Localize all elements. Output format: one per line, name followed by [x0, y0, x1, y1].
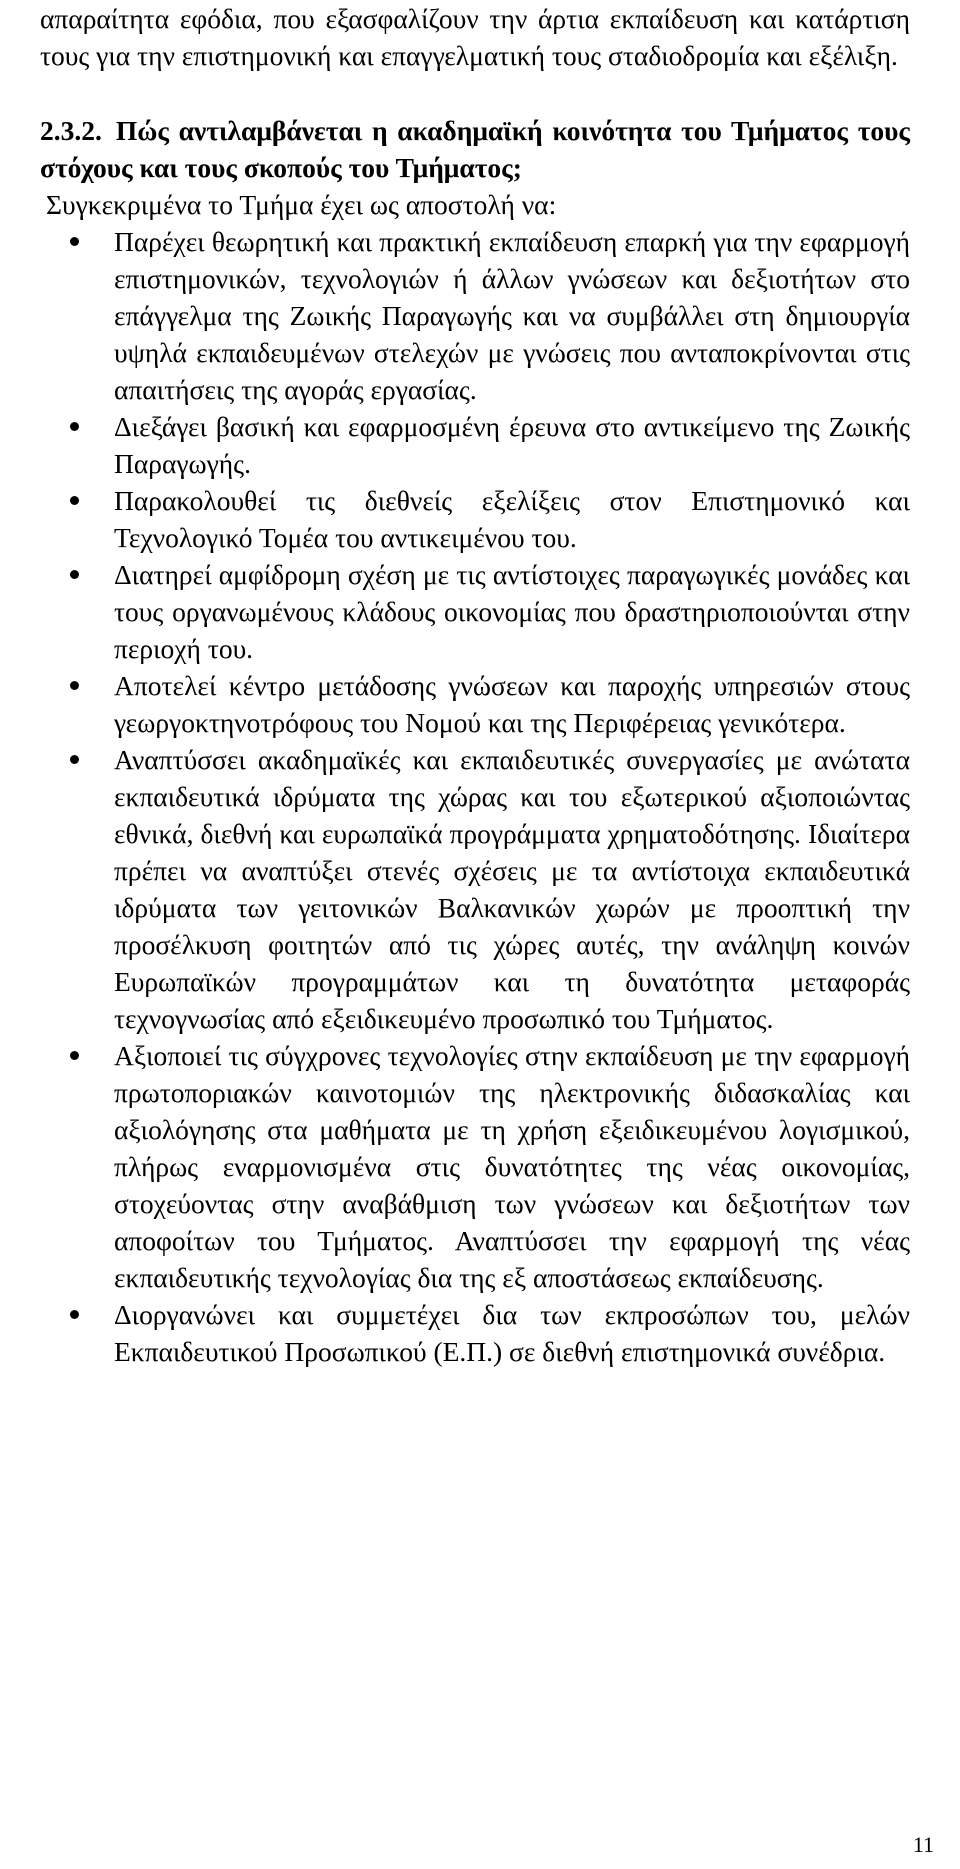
document-page [40, 0, 910, 1370]
section-heading [40, 112, 910, 186]
bullet-icon [70, 681, 79, 690]
mission-list [40, 223, 910, 1370]
page-number: 11 [912, 1832, 934, 1857]
list-item-text: Διατηρεί αμφίδρομη σχέση με τις αντίστοιχες παραγωγικές μονάδες και τους οργανωμένους κλάδους οικονομίας που δραστηριοποιούνται στην περιοχή του. [114, 559, 910, 664]
bullet-icon [70, 422, 79, 431]
list-item [40, 1037, 910, 1296]
list-item [40, 667, 910, 741]
intro-paragraph: απαραίτητα εφόδια, που εξασφαλίζουν την άρτια εκπαίδευση και κατάρτιση τους για την επιστημονική και επαγγελματική τους σταδιοδρομία και εξέλιξη. [40, 3, 910, 71]
list-item [40, 408, 910, 482]
bullet-icon [70, 755, 79, 764]
section-title: Πώς αντιλαμβάνεται η ακαδημαϊκή κοινότητα του Τμήματος τους στόχους και τους σκοπούς του Τμήματος; [40, 115, 910, 183]
list-item [40, 741, 910, 1037]
list-item [40, 482, 910, 556]
bullet-icon [70, 1051, 79, 1060]
list-item-text: Αναπτύσσει ακαδημαϊκές και εκπαιδευτικές συνεργασίες με ανώτατα εκπαιδευτικά ιδρύματα της χώρας και του εξωτερικού αξιοποιώντας εθνικά, διεθνή και ευρωπαϊκά προγράμματα χρηματοδότησης. Ιδιαίτερα πρέπει να αναπτύξει στενές σχέσεις με τα αντίστοιχα εκπαιδευτικά ιδρύματα των γειτονικών Βαλκανικών χωρών με προοπτική την προσέλκυση φοιτητών από τις χώρες αυτές, την ανάληψη κοινών Ευρωπαϊκών προγραμμάτων και τη δυνατότητα μεταφοράς τεχνογνωσίας από εξειδικευμένο προσωπικό του Τμήματος. [114, 744, 910, 1034]
list-item [40, 1296, 910, 1370]
list-item-text: Αξιοποιεί τις σύγχρονες τεχνολογίες στην εκπαίδευση με την εφαρμογή πρωτοποριακών καινοτομιών της ηλεκτρονικής διδασκαλίας και αξιολόγησης στα μαθήματα με τη χρήση εξειδικευμένου λογισμικού, πλήρως εναρμονισμένα στις δυνατότητες της νέας οικονομίας, στοχεύοντας στην αναβάθμιση των γνώσεων και δεξιοτήτων των αποφοίτων του Τμήματος. Αναπτύσσει την εφαρμογή της νέας εκπαιδευτικής τεχνολογίας δια της εξ αποστάσεως εκπαίδευσης. [114, 1040, 910, 1293]
list-item [40, 556, 910, 667]
list-item [40, 223, 910, 408]
list-item-text: Αποτελεί κέντρο μετάδοσης γνώσεων και παροχής υπηρεσιών στους γεωργοκτηνοτρόφους του Νομού και της Περιφέρειας γενικότερα. [114, 670, 910, 738]
bullet-icon [70, 570, 79, 579]
bullet-icon [70, 1310, 79, 1319]
bullet-icon [70, 237, 79, 246]
list-item-text: Διεξάγει βασική και εφαρμοσμένη έρευνα στο αντικείμενο της Ζωικής Παραγωγής. [114, 411, 910, 479]
list-item-text: Διοργανώνει και συμμετέχει δια των εκπροσώπων του, μελών Εκπαιδευτικού Προσωπικού (Ε.Π.) σε διεθνή επιστημονικά συνέδρια. [114, 1299, 910, 1367]
bullet-icon [70, 496, 79, 505]
section-number: 2.3.2. [40, 115, 102, 146]
list-item-text: Παρακολουθεί τις διεθνείς εξελίξεις στον Επιστημονικό και Τεχνολογικό Τομέα του αντικειμένου του. [114, 485, 910, 553]
section-lead: Συγκεκριμένα το Τμήμα έχει ως αποστολή να: [46, 189, 557, 220]
list-item-text: Παρέχει θεωρητική και πρακτική εκπαίδευση επαρκή για την εφαρμογή επιστημονικών, τεχνολογιών ή άλλων γνώσεων και δεξιοτήτων στο επάγγελμα της Ζωικής Παραγωγής και να συμβάλλει στη δημιουργία υψηλά εκπαιδευμένων στελεχών με γνώσεις που ανταποκρίνονται στις απαιτήσεις της αγοράς εργασίας. [114, 226, 910, 405]
